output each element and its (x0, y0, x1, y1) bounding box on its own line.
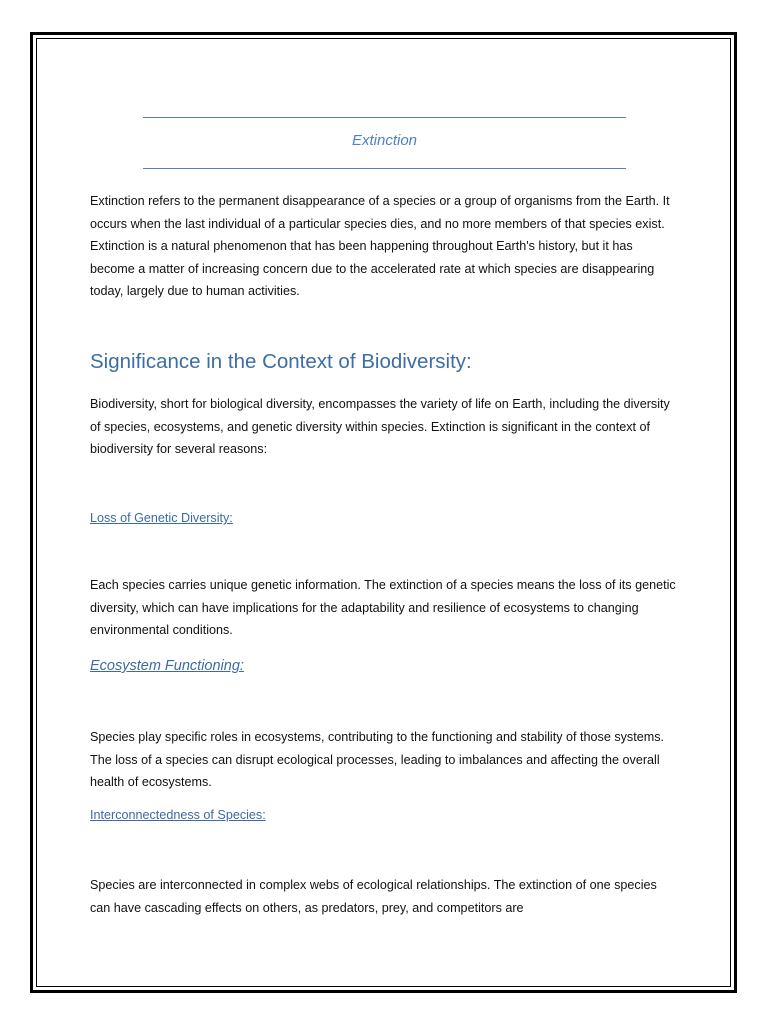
page-title: Extinction (351, 132, 418, 149)
genetic-diversity-paragraph: Each species carries unique genetic information. The extinction of a species means the loss of its genetic diversity, which can have implications for the adaptability and resilience of ecosystems to changing environmental conditions. (90, 578, 676, 637)
section-intro-paragraph: Biodiversity, short for biological diversity, encompasses the variety of life on Earth, including the diversity of species, ecosystems, and genetic diversity within species. Extinction is significant in the context of biodiversity for several reasons: (90, 397, 670, 456)
subheading-interconnectedness: Interconnectedness of Species: (90, 808, 266, 822)
section-heading: Significance in the Context of Biodiversity: (90, 350, 472, 373)
intro-paragraph: Extinction refers to the permanent disappearance of a species or a group of organisms from the Earth. It occurs when the last individual of a particular species dies, and no more members of that species exist. Extinction is a natural phenomenon that has been happening throughout Earth's history, but it has become a matter of increasing concern due to the accelerated rate at which species are disappearing today, largely due to human activities. (90, 194, 670, 298)
subheading-ecosystem-functioning: Ecosystem Functioning: (90, 658, 244, 674)
title-rule-top (143, 117, 626, 118)
title-rule-bottom (143, 168, 626, 169)
interconnectedness-paragraph: Species are interconnected in complex webs of ecological relationships. The extinction of one species can have cascading effects on others, as predators, prey, and competitors are (90, 878, 657, 915)
subheading-genetic-diversity: Loss of Genetic Diversity: (90, 511, 233, 525)
ecosystem-functioning-paragraph: Species play specific roles in ecosystems, contributing to the functioning and stability of those systems. The loss of a species can disrupt ecological processes, leading to imbalances and affecting the overall health of ecosystems. (90, 730, 664, 789)
